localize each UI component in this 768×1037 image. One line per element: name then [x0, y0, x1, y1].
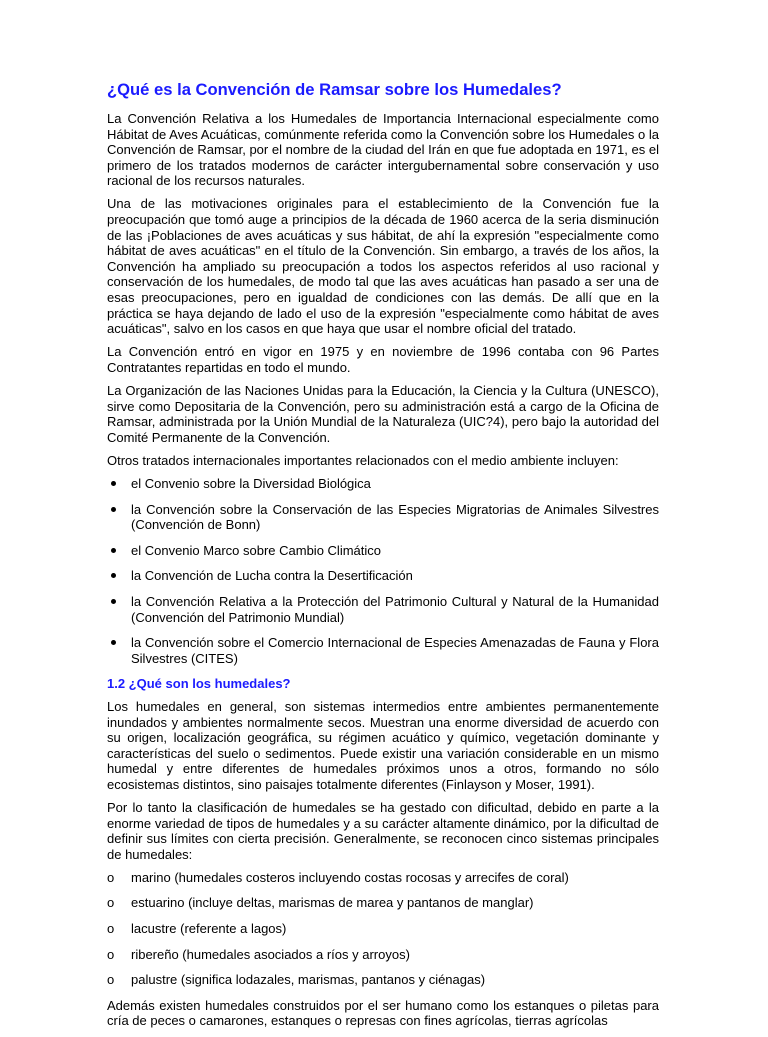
document-page	[107, 80, 659, 1037]
circle-bullet-icon: o	[107, 895, 115, 911]
list-item	[107, 870, 659, 886]
paragraph-intro: La Convención Relativa a los Humedales de Importancia Internacional especialmente como Hábitat de Aves Acuáticas, comúnmente referida como la Convención sobre los Humedales o la Convención de Ramsar, por el nombre de la ciudad del Irán en que fue adoptada en 1971, es el primero de los tratados modernos de carácter intergubernamental sobre conservación y uso racional de los recursos naturales.	[107, 111, 659, 189]
paragraph-other-treaties: Otros tratados internacionales importantes relacionados con el medio ambiente incluyen:	[107, 452, 619, 468]
list-item: la Convención de Lucha contra la Desertificación	[107, 568, 659, 584]
circle-bullet-icon: o	[107, 946, 115, 962]
circle-bullet-icon: o	[107, 972, 115, 988]
page-title: ¿Qué es la Convención de Ramsar sobre los Humedales?	[107, 80, 562, 99]
list-item: el Convenio Marco sobre Cambio Climático	[107, 543, 659, 559]
circle-bullet-icon: o	[107, 869, 115, 885]
paragraph-wetlands-definition: Los humedales en general, son sistemas intermedios entre ambientes permanentemente inundados y ambientes normalmente secos. Muestran una enorme diversidad de acuerdo con su origen, localización geográfica, su régimen acuático y químico, vegetación dominante y características del suelo o sedimentos. Puede existir una variación considerable en un mismo humedal y entre diferentes de humedales próximos unos a otros, formando no sólo ecosistemas distintos, sino paisajes totalmente diferentes (Finlayson y Moser, 1991).	[107, 698, 659, 792]
list-item: el Convenio sobre la Diversidad Biológica	[107, 476, 659, 492]
list-item: la Convención sobre el Comercio Internacional de Especies Amenazadas de Fauna y Flora Silvestres (CITES)	[107, 635, 659, 666]
paragraph-motivations: Una de las motivaciones originales para el establecimiento de la Convención fue la preocupación que tomó auge a principios de la década de 1960 acerca de la seria disminución de las ¡Poblaciones de aves acuáticas y sus hábitat, de ahí la expresión "especialmente como hábitat de aves acuáticas" en el título de la Convención. Sin embargo, a través de los años, la Convención ha ampliado su preocupación a todos los aspectos referidos al uso racional y conservación de los humedales, de modo tal que las aves acuáticas han pasado a ser una de esas preocupaciones, pero en igualdad de condiciones con las demás. De allí que en la práctica se haya dejando de lado el uso de la expresión "especialmente como hábitat de aves acuáticas", salvo en los casos en que haya que usar el nombre oficial del tratado.	[107, 196, 659, 337]
paragraph-entry-into-force: La Convención entró en vigor en 1975 y en noviembre de 1996 contaba con 96 Partes Contratantes repartidas en todo el mundo.	[107, 344, 659, 375]
list-item	[107, 895, 659, 911]
list-item-text: estuarino (incluye deltas, marismas de marea y pantanos de manglar)	[131, 895, 534, 911]
list-item-text: lacustre (referente a lagos)	[131, 921, 287, 937]
paragraph-constructed-wetlands: Además existen humedales construidos por el ser humano como los estanques o piletas para cría de peces o camarones, estanques o represas con fines agrícolas, tierras agrícolas	[107, 997, 659, 1029]
treaties-list	[107, 476, 659, 666]
paragraph-classification: Por lo tanto la clasificación de humedales se ha gestado con dificultad, debido en parte a la enorme variedad de tipos de humedales y a su carácter altamente dinámico, por la dificultad de definir sus límites con cierta precisión. Generalmente, se reconocen cinco sistemas principales de humedales:	[107, 799, 659, 862]
circle-bullet-icon: o	[107, 921, 115, 937]
list-item: la Convención Relativa a la Protección del Patrimonio Cultural y Natural de la Humanidad (Convención del Patrimonio Mundial)	[107, 594, 659, 625]
list-item-text: ribereño (humedales asociados a ríos y arroyos)	[131, 946, 410, 962]
list-item	[107, 972, 659, 988]
paragraph-unesco: La Organización de las Naciones Unidas para la Educación, la Ciencia y la Cultura (UNESCO), sirve como Depositaria de la Convención, pero su administración está a cargo de la Oficina de Ramsar, administrada por la Unión Mundial de la Naturaleza (UIC?4), pero bajo la autoridad del Comité Permanente de la Convención.	[107, 383, 659, 445]
section-heading: 1.2 ¿Qué son los humedales?	[107, 676, 291, 692]
list-item	[107, 947, 659, 963]
list-item-text: marino (humedales costeros incluyendo costas rocosas y arrecifes de coral)	[131, 869, 569, 885]
list-item-text: palustre (significa lodazales, marismas, pantanos y ciénagas)	[131, 972, 486, 988]
wetland-systems-list	[107, 870, 659, 988]
list-item	[107, 921, 659, 937]
list-item: la Convención sobre la Conservación de las Especies Migratorias de Animales Silvestres (Convención de Bonn)	[107, 502, 659, 533]
